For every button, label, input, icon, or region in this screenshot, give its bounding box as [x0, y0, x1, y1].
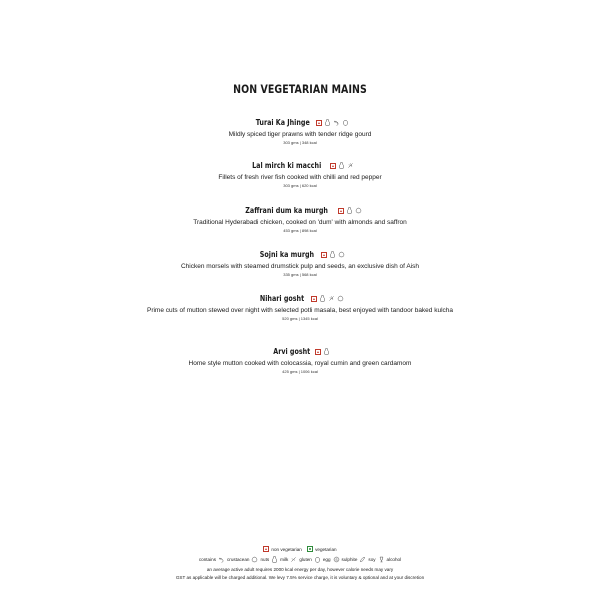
- non-veg-icon: [311, 296, 317, 302]
- dish-name: Nihari gosht: [260, 294, 305, 303]
- non-veg-icon: [321, 252, 327, 258]
- dish-name: Lal mirch ki macchi: [252, 161, 322, 170]
- alcohol-label: alcohol: [386, 557, 402, 562]
- nuts-icon: [338, 251, 345, 258]
- gluten-icon: [328, 295, 335, 302]
- veg-legend: [0, 546, 600, 553]
- dish-description: Mildly spiced tiger prawns with tender ridge gourd: [228, 131, 372, 138]
- soy-label: soy: [368, 557, 376, 562]
- milk-icon: [329, 251, 336, 258]
- dish-item: [0, 200, 600, 233]
- milk-label: milk: [280, 557, 289, 562]
- dish-item: [0, 112, 600, 145]
- svg-text:S: S: [334, 557, 338, 562]
- crustacean-icon: [218, 556, 225, 563]
- non-veg-icon: [316, 120, 322, 126]
- non-veg-icon: [263, 546, 269, 552]
- allergen-legend: [0, 556, 600, 563]
- dish-nutrition: 303 gms | 620 kcal: [283, 183, 317, 188]
- milk-icon: [319, 295, 326, 302]
- milk-icon: [324, 119, 331, 126]
- milk-icon: [271, 556, 278, 563]
- veg-label: vegetarian: [315, 546, 337, 552]
- dish-item: [0, 341, 600, 374]
- egg-icon: [342, 119, 349, 126]
- dish-name: Sojni ka murgh: [259, 250, 315, 259]
- alcohol-icon: [378, 556, 385, 563]
- non-veg-icon: [315, 349, 321, 355]
- dish-nutrition: 425 gms | 1006 kcal: [282, 369, 318, 374]
- page-title: NON VEGETARIAN MAINS: [233, 82, 367, 96]
- dish-item: [0, 155, 600, 188]
- dish-name: Zaffrani dum ka murgh: [245, 206, 329, 215]
- dish-nutrition: 335 gms | 568 kcal: [283, 272, 317, 277]
- dish-description: Fillets of fresh river fish cooked with chilli and red pepper: [218, 174, 382, 181]
- dish-nutrition: 303 gms | 348 kcal: [283, 140, 317, 145]
- dish-description: Home style mutton cooked with colocassia, royal cumin and green cardamom: [188, 360, 412, 367]
- dish-item: [0, 244, 600, 277]
- egg-icon: [314, 556, 321, 563]
- non-veg-label: non vegetarian: [271, 546, 302, 552]
- dish-description: Prime cuts of mutton stewed over night with selected potli masala, best enjoyed with tandoor baked kulcha: [146, 307, 454, 314]
- sulphite-label: sulphite: [341, 557, 358, 562]
- dish-nutrition: 453 gms | 898 kcal: [283, 228, 317, 233]
- egg-label: egg: [322, 557, 331, 562]
- soy-icon: [359, 556, 366, 563]
- gluten-icon: [347, 162, 354, 169]
- non-veg-icon: [338, 208, 344, 214]
- sulphite-icon: [333, 556, 340, 563]
- milk-icon: [323, 348, 330, 355]
- dish-nutrition: 520 gms | 1345 kcal: [282, 316, 318, 321]
- tax-note: GST as applicable will be charged additional. We levy 7.5% service charge, it is voluntary & optional and at your discretion: [175, 575, 425, 580]
- energy-note: an average active adult requires 2000 kcal energy per day, however calorie needs may vary: [206, 567, 394, 572]
- nuts-icon: [337, 295, 344, 302]
- nuts-icon: [355, 207, 362, 214]
- dish-description: Traditional Hyderabadi chicken, cooked on 'dum' with almonds and saffron: [193, 219, 407, 226]
- dish-description: Chicken morsels with steamed drumstick pulp and seeds, an exclusive dish of Aish: [180, 263, 420, 270]
- nuts-icon: [251, 556, 258, 563]
- dish-name: Turai Ka Jhinge: [255, 118, 310, 127]
- gluten-label: gluten: [299, 557, 312, 562]
- veg-icon: [307, 546, 313, 552]
- milk-icon: [338, 162, 345, 169]
- crustacean-label: crustacean: [227, 557, 250, 562]
- nuts-label: nuts: [260, 557, 270, 562]
- dish-item: [0, 288, 600, 321]
- dish-name: Arvi gosht: [273, 347, 310, 356]
- gluten-icon: [290, 556, 297, 563]
- non-veg-icon: [330, 163, 336, 169]
- contains-label: contains: [198, 557, 216, 562]
- crustacean-icon: [333, 119, 340, 126]
- milk-icon: [346, 207, 353, 214]
